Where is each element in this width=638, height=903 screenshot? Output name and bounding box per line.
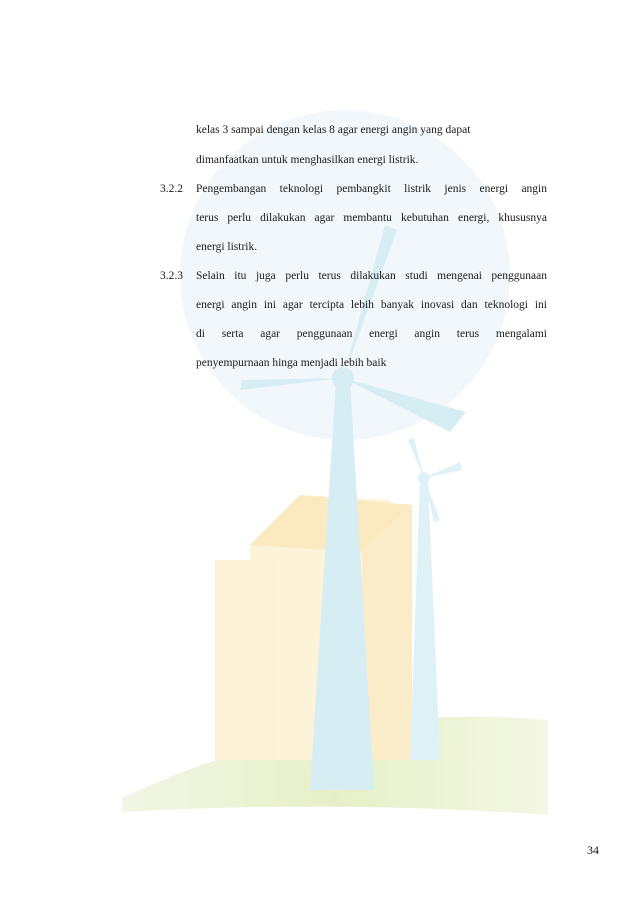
small-turbine-shape	[408, 438, 462, 760]
text-line: terus perlu dilakukan agar membantu kebutuhan energi, khususnya	[196, 212, 547, 224]
text-line: energi angin ini agar tercipta lebih banyak inovasi dan teknologi ini	[196, 299, 547, 311]
section-number: 3.2.2	[160, 183, 183, 195]
text-line: energi listrik.	[196, 241, 258, 253]
text-line: Selain itu juga perlu terus dilakukan studi mengenai penggunaan	[196, 270, 547, 282]
text-line: kelas 3 sampai dengan kelas 8 agar energi angin yang dapat	[196, 124, 471, 136]
text-line: Pengembangan teknologi pembangkit listrik jenis energi angin	[196, 183, 547, 195]
house-shape	[215, 495, 412, 760]
text-line: di serta agar penggunaan energi angin terus mengalami	[196, 328, 547, 340]
text-line: penyempurnaan hinga menjadi lebih baik	[196, 357, 387, 369]
text-line: dimanfaatkan untuk menghasilkan energi listrik.	[196, 154, 419, 166]
section-number: 3.2.3	[160, 270, 183, 282]
page-number: 34	[587, 843, 599, 857]
